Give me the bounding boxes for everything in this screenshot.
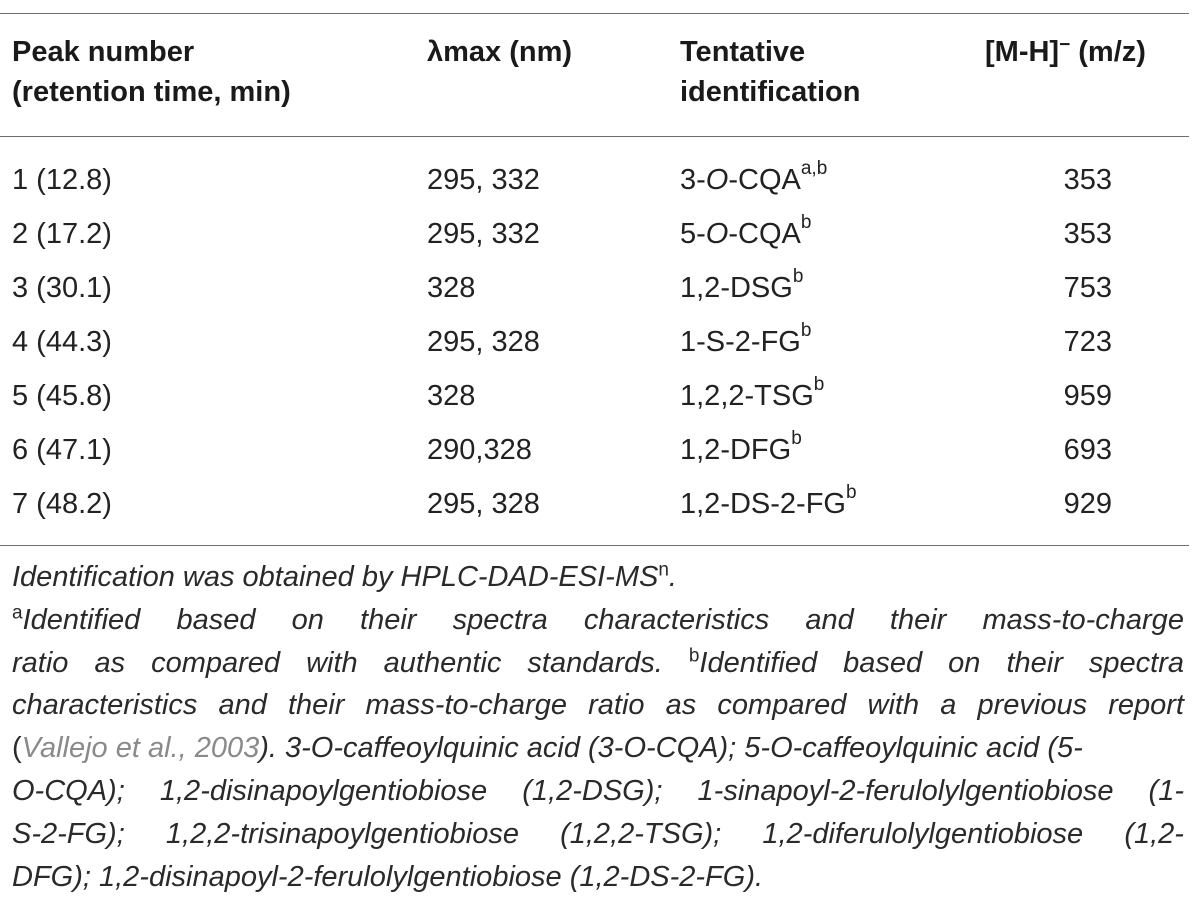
cell-lambda-max: 328: [427, 380, 476, 412]
cell-mass-to-charge: 353: [1063, 218, 1112, 250]
footnote-line5: O-CQA); 1,2-disinapoylgentiobiose (1,2-DSG); 1-sinapoyl-2-ferulolylgentiobiose (1-: [12, 774, 1184, 807]
identification-footnote-mark: b: [845, 482, 857, 504]
header-peak-number-line2: (retention time, min): [12, 76, 291, 108]
cell-identification: 3-O-CQA$^{a,b}$: [680, 158, 828, 196]
cell-lambda-max: 295, 332: [427, 164, 540, 196]
footnote-identification-text: Identification was obtained by HPLC-DAD-ESI-MS: [12, 561, 659, 593]
footnote-identification-end: .: [668, 561, 677, 593]
footnote-line7: DFG); 1,2-disinapoyl-2-ferulolylgentiobiose (1,2-DS-2-FG).: [12, 860, 764, 893]
header-mz-base: [M-H]: [985, 36, 1060, 68]
identification-footnote-mark: b: [791, 428, 802, 450]
cell-peak-number: 2 (17.2): [12, 218, 112, 250]
table-footnotes: [12, 556, 1189, 898]
cell-peak-number: 7 (48.2): [12, 488, 112, 520]
table-row: [0, 153, 1189, 207]
cell-lambda-max: 295, 328: [427, 488, 540, 520]
footnote-identification: [12, 556, 1189, 599]
cell-identification: 5-O-CQA$^b$: [680, 212, 812, 250]
header-tentative-identification: [680, 32, 860, 112]
identification-footnote-mark: b: [792, 266, 804, 288]
cell-mass-to-charge: 929: [1063, 488, 1112, 520]
cell-lambda-max: 295, 328: [427, 326, 540, 358]
cell-mass-to-charge: 693: [1063, 434, 1112, 466]
table-top-rule: [0, 13, 1189, 14]
footnote-line6: S-2-FG); 1,2,2-trisinapoylgentiobiose (1,2,2-TSG); 1,2-diferulolylgentiobiose (1,2-: [12, 817, 1184, 850]
header-mass-to-charge: [985, 32, 1146, 72]
header-mz-sup: −: [1059, 34, 1071, 56]
table-bottom-rule: [0, 545, 1189, 546]
cell-mass-to-charge: 723: [1063, 326, 1112, 358]
cell-identification: 1,2-DSG$^b$: [680, 266, 804, 304]
header-lambda-max: [427, 32, 572, 72]
table-row: [0, 369, 1189, 423]
identification-footnote-mark: b: [800, 212, 812, 234]
cell-peak-number: 1 (12.8): [12, 164, 112, 196]
cell-mass-to-charge: 753: [1063, 272, 1112, 304]
footnote-identification-sup: n: [658, 559, 669, 581]
table-row: [0, 207, 1189, 261]
cell-peak-number: 6 (47.1): [12, 434, 112, 466]
identification-footnote-mark: b: [813, 374, 825, 396]
header-tentative-line1: Tentative: [680, 36, 806, 68]
cell-lambda-max: 328: [427, 272, 476, 304]
reference-link[interactable]: Vallejo et al., 2003: [21, 732, 260, 765]
footnote-a-line1: $^a$Identified based on their spectra characteristics and their mass-to-charge: [12, 602, 1184, 636]
table-row: [0, 477, 1189, 531]
cell-identification: $1,2-DS-2-FG^b$: [680, 482, 857, 520]
cell-identification: $1-S-2-FG^b$: [680, 320, 812, 358]
footnote-a-line2: ratio as compared with authentic standards. $^b$Identified based on their spectra: [12, 644, 1184, 679]
identification-footnote-mark: a,b: [800, 158, 828, 180]
cell-identification: 1,2-DFG$^b$: [680, 428, 802, 466]
table-row: [0, 261, 1189, 315]
header-mz-tail: (m/z): [1070, 36, 1146, 68]
cell-mass-to-charge: 959: [1063, 380, 1112, 412]
cell-peak-number: 5 (45.8): [12, 380, 112, 412]
header-peak-number-line1: Peak number: [12, 36, 195, 68]
cell-lambda-max: 295, 332: [427, 218, 540, 250]
footnote-line4: (Vallejo et al., 2003). 3-O-caffeoylquinic acid (3-O-CQA); 5-O-caffeoylquinic acid (5-: [12, 732, 1083, 765]
header-tentative-line2: identification: [680, 76, 861, 108]
footnote-line4-text: ). 3-O-caffeoylquinic acid (3-O-CQA); 5-O-caffeoylquinic acid (5-: [259, 732, 1083, 765]
identification-footnote-mark: b: [800, 320, 812, 342]
cell-mass-to-charge: 353: [1063, 164, 1112, 196]
footnote-b-line3: characteristics and their mass-to-charge ratio as compared with a previous report: [12, 689, 1184, 722]
table-row: [0, 423, 1189, 477]
cell-identification: 1,2,2-TSG$^b$: [680, 374, 825, 412]
header-peak-number: [12, 32, 291, 112]
cell-peak-number: 3 (30.1): [12, 272, 112, 304]
header-lambda-max-label: λmax (nm): [427, 36, 573, 68]
cell-lambda-max: 290,328: [427, 434, 532, 466]
table-header-rule: [0, 136, 1189, 137]
table-row: [0, 315, 1189, 369]
cell-peak-number: 4 (44.3): [12, 326, 112, 358]
